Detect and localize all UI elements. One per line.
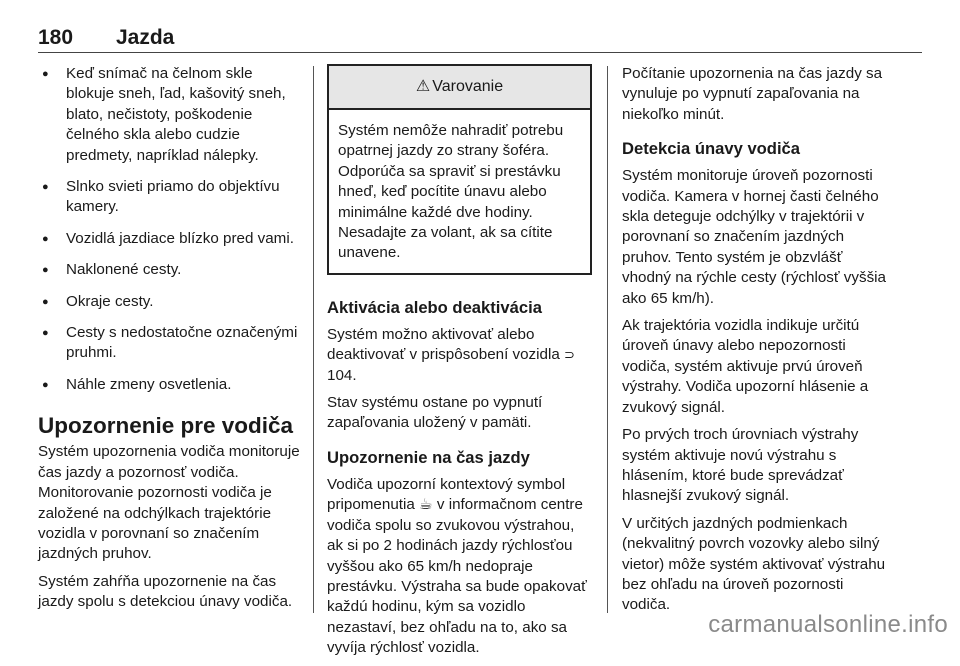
section-heading-fatigue-detection: Detekcia únavy vodiča bbox=[622, 139, 801, 159]
section-heading-driving-time: Upozornenie na čas jazdy bbox=[327, 447, 530, 467]
bullet-item: ● Okraje cesty. bbox=[38, 292, 300, 312]
column-3 bbox=[622, 64, 890, 623]
bullet-item: ● Vozidlá jazdiace blízko pred vami. bbox=[38, 229, 300, 249]
paragraph: Systém zahŕňa upozornenie na čas jazdy spolu s detekciou únavy vodiča. bbox=[38, 572, 293, 611]
paragraph: Po prvých troch úrovniach výstrahy systém aktivuje novú výstrahu s hlásením, ktoré bude sprevádzať hlasnejší zvukový signál. bbox=[622, 426, 859, 505]
paragraph-text: Vodiča upozorní kontextový symbol pripomenutia bbox=[327, 475, 566, 514]
column-divider-1 bbox=[313, 66, 314, 613]
paragraph bbox=[327, 325, 592, 386]
warning-box bbox=[327, 64, 592, 275]
reminder-cup-icon: ☕ bbox=[419, 496, 433, 514]
paragraph: Systém monitoruje úroveň pozornosti vodiča. Kamera v hornej časti čelného skla deteguje odchýlky v trajektórii v porovnaní so značením jazdných pruhov. Tento systém je obzvlášť vhodný na rýchle cesty (rýchlosť vyššia ako 65 km/h). bbox=[622, 167, 886, 307]
paragraph-text: v informačnom centre vodiča spolu so zvukovou výstrahou, ak si po 2 hodinách jazdy rýchlosťou vyššou ako 65 km/h nedopraje prestávku. Výstraha sa bude opakovať každú hodinu, kým sa vozidlo nezastaví, bez ohľadu na to, ako sa vyvíja rýchlosť vozidla. bbox=[327, 496, 587, 657]
warning-text: Systém nemôže nahradiť potrebu opatrnej jazdy zo strany šoféra. Odporúča sa spraviť si prestávku hneď, keď pocítite únavu alebo minimálne každé dve hodiny. Nesadajte za volant, ak sa cítite unavene. bbox=[338, 122, 564, 262]
bullet-item: ● Náhle zmeny osvetlenia. bbox=[38, 375, 300, 395]
section-heading-driver-alert: Upozornenie pre vodiča bbox=[38, 413, 294, 439]
warning-triangle-icon: ⚠ bbox=[415, 78, 431, 95]
page-header bbox=[38, 26, 922, 50]
page-number: 180 bbox=[38, 26, 74, 49]
paragraph: Ak trajektória vozidla indikuje určitú úroveň únavy alebo nepozornosti vodiča, systém aktivuje prvú úroveň výstrahy. Vodiča upozorní hlásenie a zvukový signál. bbox=[622, 317, 869, 416]
warning-header bbox=[329, 66, 590, 110]
page-reference: 104. bbox=[327, 366, 357, 384]
paragraph: V určitých jazdných podmienkach (nekvalitný povrch vozovky alebo silný vietor) môže systém aktivovať výstrahu bez ohľadu na úroveň pozornosti vodiča. bbox=[622, 514, 886, 614]
bullet-item: ● Naklonené cesty. bbox=[38, 260, 300, 280]
column-2 bbox=[327, 64, 592, 666]
bullet-item: ● Slnko svieti priamo do objektívu kamery. bbox=[38, 177, 300, 218]
section-heading-activation: Aktivácia alebo deaktivácia bbox=[327, 297, 542, 317]
paragraph: Počítanie upozornenia na čas jazdy sa vynuluje po vypnutí zapaľovania na niekoľko minút. bbox=[622, 65, 883, 123]
warning-body bbox=[329, 110, 590, 273]
paragraph bbox=[327, 475, 592, 659]
watermark: carmanualsonline.info bbox=[708, 611, 948, 638]
chapter-title: Jazda bbox=[116, 26, 175, 49]
column-1 bbox=[38, 64, 300, 620]
column-divider-2 bbox=[607, 66, 608, 613]
paragraph: Systém upozornenia vodiča monitoruje čas jazdy a pozornosť vodiča. Monitorovanie pozornosti vodiča je založené na odchýlkach trajektórie vozidla v porovnaní so značením jazdných pruhov. bbox=[38, 443, 300, 563]
header-divider bbox=[38, 52, 922, 53]
bullet-item: ● Keď snímač na čelnom skle blokuje sneh, ľad, kašovitý sneh, blato, nečistoty, poškodenie čelného skla alebo cudzie predmety, napríklad nálepky. bbox=[38, 64, 300, 166]
paragraph-text: Systém možno aktivovať alebo deaktivovať v prispôsobení vozidla bbox=[327, 325, 560, 364]
page-reference-arrow-icon: ⊃ bbox=[564, 347, 575, 363]
bullet-item: ● Cesty s nedostatočne označenými pruhmi. bbox=[38, 323, 300, 364]
paragraph: Stav systému ostane po vypnutí zapaľovania uložený v pamäti. bbox=[327, 394, 543, 432]
warning-title: Varovanie bbox=[432, 78, 504, 95]
